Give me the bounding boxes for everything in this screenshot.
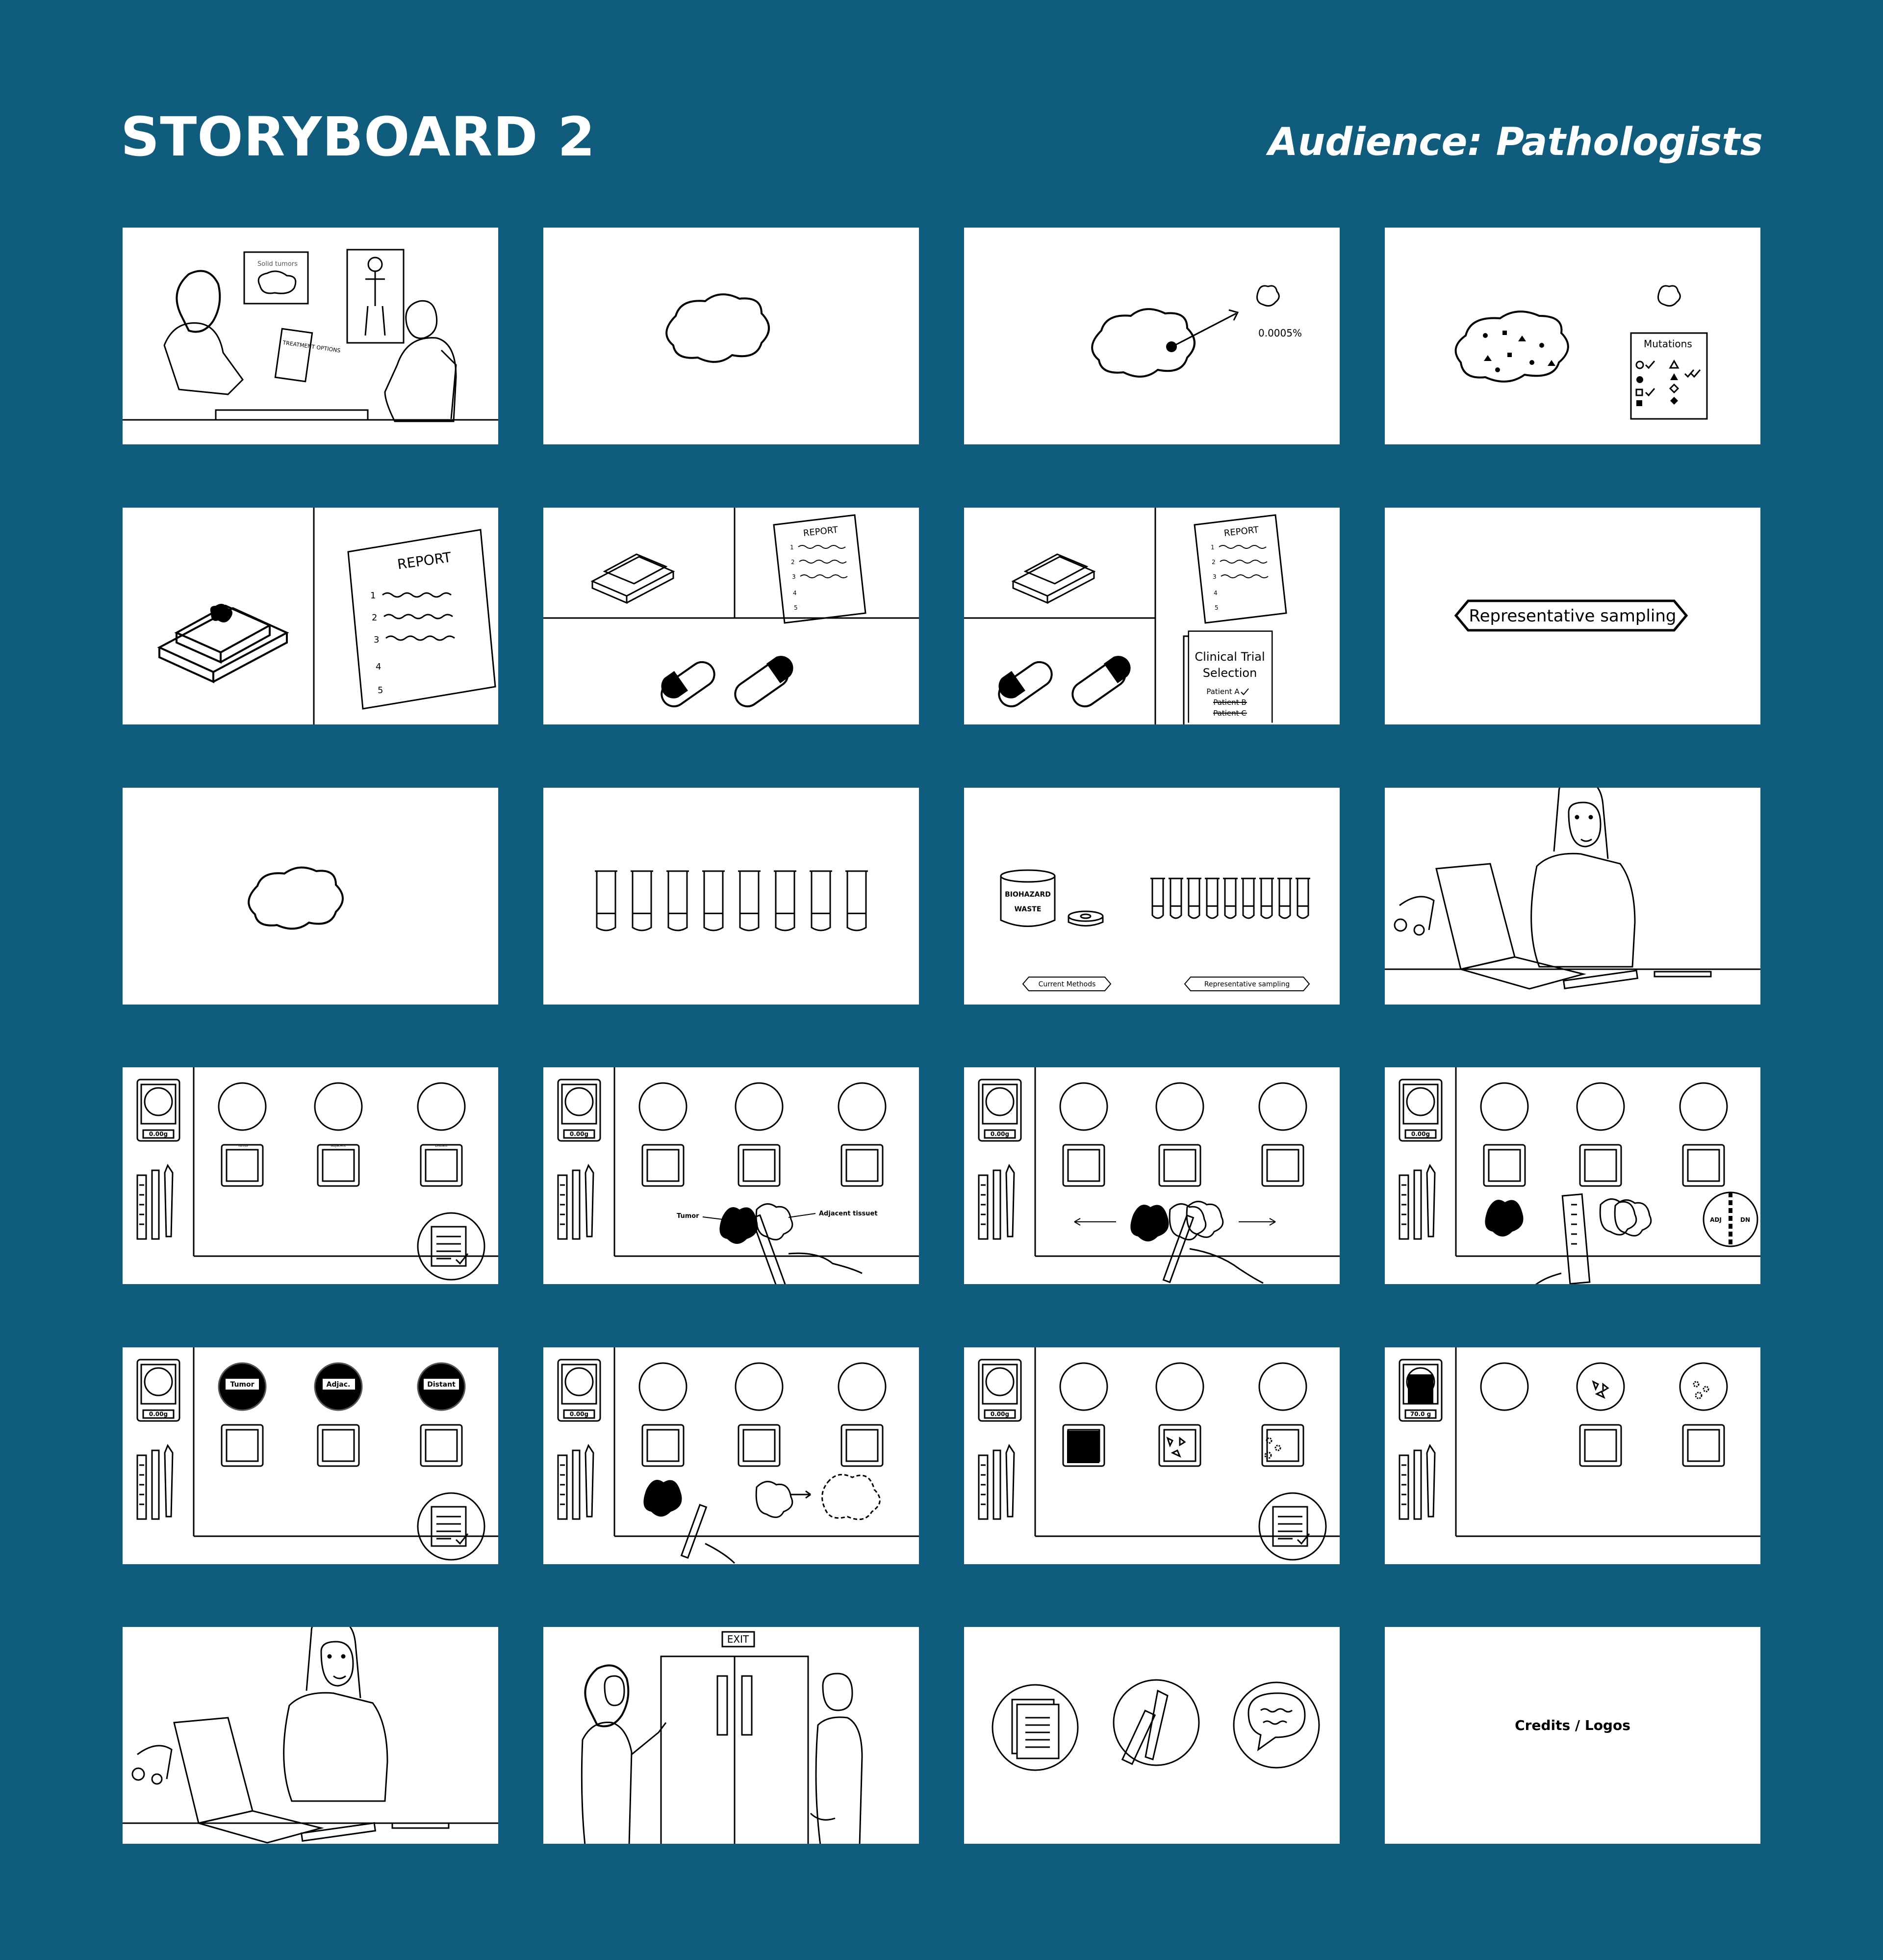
panel-11-methods-comparison (964, 788, 1340, 1005)
methods-illustration (964, 788, 1340, 1005)
tumor-outline (123, 788, 498, 1005)
patient-c: Patient C (1213, 709, 1247, 718)
panel-8-representative-sampling (1385, 508, 1760, 724)
tumor-outline (543, 228, 919, 444)
report-item-1: 1 (370, 591, 376, 601)
clinical-trial-illustration (964, 508, 1340, 724)
report-title: REPORT (396, 549, 453, 573)
panel-9-tumor (123, 788, 498, 1005)
lid-label-tumor: Tumor (230, 1381, 254, 1389)
report-item-4: 4 (1214, 590, 1218, 596)
test-tube (631, 871, 653, 930)
lab-cut-illustration (543, 1347, 919, 1564)
summary-icons-illustration (964, 1627, 1340, 1844)
test-tube (1296, 878, 1310, 918)
pill-icon (731, 656, 793, 711)
scale-reading: 70.0 g (1410, 1411, 1431, 1418)
test-tube (1205, 878, 1220, 918)
current-methods-label: Current Methods (1038, 980, 1096, 988)
credits-panel (1385, 1627, 1760, 1844)
block-report-illustration (123, 508, 498, 724)
panel-3-sample (964, 228, 1340, 444)
test-tube (595, 871, 617, 930)
lab-weighed-illustration (1385, 1347, 1760, 1564)
panel-17-lab-lids (123, 1347, 498, 1564)
percent-label: 0.0005% (1258, 327, 1302, 339)
lab-measure-illustration (1385, 1067, 1760, 1284)
panel-13-lab-bench (123, 1067, 498, 1284)
lab-tools-icon (1114, 1680, 1199, 1765)
lab-separate-illustration (964, 1067, 1340, 1284)
test-tube (1259, 878, 1274, 918)
document-icon (992, 1685, 1078, 1770)
pathologist-laptop-illustration (1385, 788, 1760, 1005)
lid-label-distant: Distant (427, 1381, 456, 1389)
page-title: STORYBOARD 2 (121, 105, 596, 168)
report-item-5: 5 (794, 604, 798, 611)
panel-19-lab-filled (964, 1347, 1340, 1564)
lab-bench (1400, 1067, 1760, 1256)
chat-bubble-icon (1234, 1682, 1319, 1768)
zoom-dn-label: DN (1740, 1216, 1751, 1223)
panel-5-block-report (123, 508, 498, 724)
pathologist-laptop-illustration (123, 1627, 498, 1844)
trial-title-line2: Selection (1202, 666, 1257, 680)
scale-reading: 0.00g (990, 1411, 1010, 1418)
panel-10-tubes (543, 788, 919, 1005)
panel-20-lab-weighed (1385, 1347, 1760, 1564)
report-item-2: 2 (791, 559, 795, 566)
sample-illustration (964, 228, 1340, 444)
scale-reading: 0.00g (569, 1131, 589, 1137)
lab-bench (137, 1067, 498, 1256)
panel-18-lab-cut (543, 1347, 919, 1564)
report-item-3: 3 (792, 573, 796, 580)
lab-lids-illustration (123, 1347, 498, 1564)
audience-label: Audience: Pathologists (1268, 120, 1763, 164)
lab-bench-illustration (123, 1067, 498, 1284)
trial-title-line1: Clinical Trial (1195, 650, 1265, 664)
panel-15-lab-separate (964, 1067, 1340, 1284)
report-item-2: 2 (1212, 559, 1216, 566)
checklist-icon (1259, 1493, 1326, 1560)
report-item-1: 1 (790, 544, 794, 551)
exit-illustration (543, 1627, 919, 1844)
report-item-5: 5 (378, 685, 383, 696)
report-title: REPORT (803, 524, 839, 539)
test-tube (845, 871, 868, 930)
report-item-4: 4 (376, 662, 382, 672)
test-tube (1241, 878, 1256, 918)
test-tube (774, 871, 796, 930)
report-item-3: 3 (374, 635, 380, 645)
mutations-label: Mutations (1644, 338, 1692, 350)
patient-a: Patient A (1206, 687, 1240, 696)
banner-illustration (1385, 508, 1760, 724)
test-tube (666, 871, 689, 930)
test-tube (1223, 878, 1238, 918)
panel-4-mutations (1385, 228, 1760, 444)
scale-reading: 0.00g (990, 1131, 1010, 1137)
representative-sampling-label: Representative sampling (1204, 980, 1290, 988)
panel-24-credits (1385, 1627, 1760, 1844)
panel-14-lab-tumor (543, 1067, 919, 1284)
lid-label-adjac: Adjac. (326, 1381, 351, 1389)
lab-tumor-illustration (543, 1067, 919, 1284)
jar-label-distant: Distant (435, 1144, 448, 1148)
test-tube (1277, 878, 1292, 918)
report-item-2: 2 (372, 613, 378, 623)
jar-label-adjacent: Adjacent (331, 1144, 346, 1148)
panel-21-pathologist-laptop (123, 1627, 498, 1844)
checklist-icon (418, 1493, 484, 1560)
tumor-label: Tumor (677, 1212, 699, 1220)
adjacent-tissue-label: Adjacent tissuet (819, 1210, 878, 1217)
scale-reading: 0.00g (1411, 1131, 1430, 1137)
jar-label-tumor: Tumor (238, 1144, 249, 1148)
pill-icon (657, 657, 719, 711)
mutations-illustration (1385, 228, 1760, 444)
exit-sign: EXIT (727, 1633, 749, 1645)
test-tube (738, 871, 761, 930)
panel-7-clinical-trial (964, 508, 1340, 724)
test-tube (702, 871, 725, 930)
panel-22-exit (543, 1627, 919, 1844)
scale-reading: 0.00g (149, 1411, 168, 1418)
test-tube (1150, 878, 1165, 918)
scale-reading: 0.00g (149, 1131, 168, 1137)
pill-icon (1068, 656, 1131, 711)
tubes-illustration (543, 788, 919, 1005)
report-item-5: 5 (1215, 604, 1219, 611)
test-tube (1169, 878, 1183, 918)
report-title: REPORT (1223, 524, 1259, 539)
zoom-adj-label: ADJ (1710, 1216, 1722, 1223)
representative-sampling-banner: Representative sampling (1469, 606, 1677, 626)
test-tube (1187, 878, 1201, 918)
patient-b: Patient B (1213, 698, 1247, 707)
panel-16-lab-measure (1385, 1067, 1760, 1284)
biohazard-line1: BIOHAZARD (1005, 891, 1051, 899)
scale-reading: 0.00g (569, 1411, 589, 1418)
report-item-1: 1 (1211, 544, 1215, 551)
lab-bench (979, 1347, 1340, 1536)
report-item-3: 3 (1213, 573, 1217, 580)
consultation-illustration (123, 228, 498, 444)
lab-filled-illustration (964, 1347, 1340, 1564)
panel-6-block-report-pills (543, 508, 919, 724)
lab-bench (1400, 1347, 1760, 1536)
sheet-text: TREATMENT OPTIONS (282, 339, 341, 354)
biohazard-line2: WASTE (1014, 905, 1042, 913)
panel-12-pathologist-laptop (1385, 788, 1760, 1005)
poster-text: Solid tumors (257, 260, 298, 268)
credits-text: Credits / Logos (1515, 1717, 1630, 1733)
lab-bench (558, 1347, 919, 1536)
test-tube (810, 871, 832, 930)
panel-1-consultation (123, 228, 498, 444)
panel-2-tumor (543, 228, 919, 444)
checklist-icon (418, 1213, 484, 1280)
report-item-4: 4 (793, 590, 797, 596)
panel-23-summary-icons (964, 1627, 1340, 1844)
pill-icon (994, 657, 1057, 711)
block-report-pills-illustration (543, 508, 919, 724)
